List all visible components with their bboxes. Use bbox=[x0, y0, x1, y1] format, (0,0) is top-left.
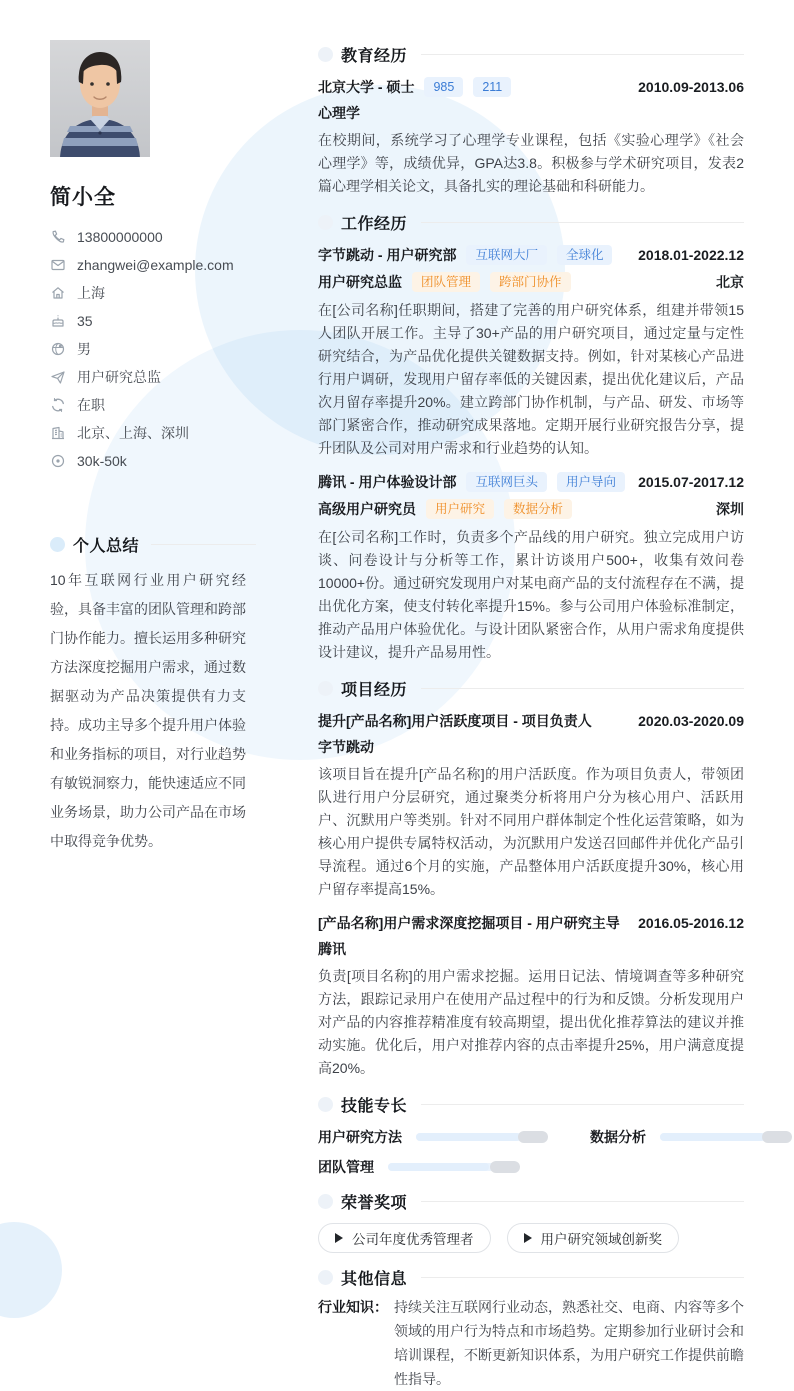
project-description: 该项目旨在提升[产品名称]的用户活跃度。作为项目负责人，带领团队进行用户分层研究，通过聚类分析将用户分为核心用户、活跃用户、沉默用户等类别。针对不同用户群体制定个性化运营策略，如为核心用户提供专属特权活动，为沉默用户发送召回邮件并优化产品引导流程。通过6个月的实施，产品整体用户活跃度提升30%，核心用户留存率提高15%。 bbox=[318, 766, 744, 897]
work-city: 深圳 bbox=[716, 501, 744, 517]
phone-icon bbox=[50, 229, 66, 245]
skill-bar-fill bbox=[388, 1163, 489, 1171]
work-section-header bbox=[318, 211, 744, 233]
education-section-header bbox=[318, 43, 744, 65]
section-divider bbox=[151, 544, 256, 545]
skill-bar-fill bbox=[660, 1133, 764, 1141]
position-title: 用户研究总监 bbox=[318, 274, 402, 290]
status-icon bbox=[50, 397, 66, 413]
honor-label: 公司年度优秀管理者 bbox=[352, 1232, 474, 1247]
other-info-section-header bbox=[318, 1266, 744, 1288]
education-date: 2010.09-2013.06 bbox=[638, 79, 744, 95]
skill-name: 团队管理 bbox=[318, 1159, 374, 1175]
projects-section-title: 项目经历 bbox=[341, 681, 408, 699]
contact-gender bbox=[50, 339, 256, 359]
contact-city bbox=[50, 283, 256, 303]
work-date: 2018.01-2022.12 bbox=[638, 247, 744, 263]
company-department: 腾讯 - 用户体验设计部 bbox=[318, 474, 457, 490]
education-section bbox=[318, 43, 744, 198]
contact-age bbox=[50, 311, 256, 331]
section-divider bbox=[421, 222, 744, 223]
contact-status-value: 在职 bbox=[77, 397, 105, 413]
project-company: 腾讯 bbox=[318, 941, 346, 957]
work-entry bbox=[318, 471, 744, 664]
contact-title bbox=[50, 367, 256, 387]
project-name-role: [产品名称]用户需求深度挖掘项目 - 用户研究主导 bbox=[318, 915, 620, 931]
work-section bbox=[318, 211, 744, 664]
resume-main bbox=[318, 36, 744, 1391]
company-tag: 全球化 bbox=[557, 245, 613, 265]
section-dot-icon bbox=[318, 681, 333, 696]
project-entry bbox=[318, 710, 744, 901]
skill-bar bbox=[416, 1133, 546, 1141]
skill-name: 数据分析 bbox=[590, 1129, 646, 1145]
project-company: 字节跳动 bbox=[318, 739, 374, 755]
school-degree: 北京大学 - 硕士 bbox=[318, 79, 415, 95]
skills-section bbox=[318, 1093, 744, 1177]
profile-photo bbox=[50, 40, 150, 157]
project-entry bbox=[318, 912, 744, 1080]
section-divider bbox=[421, 1201, 744, 1202]
contact-intent-cities bbox=[50, 423, 256, 443]
honors-section-header bbox=[318, 1190, 744, 1212]
summary-text: 10年互联网行业用户研究经验，具备丰富的团队管理和跨部门协作能力。擅长运用多种研究方法深度挖掘用户需求，通过数据驱动为产品决策提供有力支持。成功主导多个提升用户体验和业务指标的项目，对行业趋势有敏锐洞察力，能快速适应不同业务场景，助力公司产品在市场中取得竞争优势。 bbox=[50, 572, 246, 849]
projects-section bbox=[318, 677, 744, 1080]
contact-list bbox=[50, 227, 256, 471]
mail-icon bbox=[50, 257, 66, 273]
section-dot-icon bbox=[318, 215, 333, 230]
salary-icon bbox=[50, 453, 66, 469]
contact-title-value: 用户研究总监 bbox=[77, 369, 161, 385]
contact-status bbox=[50, 395, 256, 415]
work-position-row bbox=[318, 498, 744, 520]
gender-icon bbox=[50, 341, 66, 357]
projects-section-header bbox=[318, 677, 744, 699]
skill-item bbox=[318, 1157, 590, 1177]
summary-section-title: 个人总结 bbox=[73, 537, 140, 555]
contact-age-value: 35 bbox=[77, 313, 93, 329]
honors-section-title: 荣誉奖项 bbox=[341, 1194, 408, 1212]
school-tag: 211 bbox=[473, 77, 511, 97]
work-section-title: 工作经历 bbox=[341, 215, 408, 233]
other-info-label: 行业知识： bbox=[318, 1299, 388, 1315]
section-divider bbox=[421, 688, 744, 689]
position-tag: 团队管理 bbox=[412, 272, 480, 292]
honor-list bbox=[318, 1223, 744, 1253]
section-dot-icon bbox=[318, 1097, 333, 1112]
section-dot-icon bbox=[318, 1194, 333, 1209]
section-divider bbox=[421, 1277, 744, 1278]
position-tag: 跨部门协作 bbox=[490, 272, 571, 292]
skill-item bbox=[590, 1127, 790, 1147]
skill-name: 用户研究方法 bbox=[318, 1129, 402, 1145]
project-date: 2020.03-2020.09 bbox=[638, 713, 744, 729]
school-tag: 985 bbox=[424, 77, 463, 97]
project-name-role: 提升[产品名称]用户活跃度项目 - 项目负责人 bbox=[318, 713, 592, 729]
contact-phone-value: 13800000000 bbox=[77, 229, 163, 245]
skill-bar-fill bbox=[416, 1133, 520, 1141]
position-tag: 用户研究 bbox=[426, 499, 494, 519]
other-info-text: 持续关注互联网行业动态，熟悉社交、电商、内容等多个领域的用户行为特点和市场趋势。定期参加行业研讨会和培训课程，不断更新知识体系，为用户研究工作提供前瞻性指导。 bbox=[394, 1299, 744, 1387]
skill-item bbox=[318, 1127, 590, 1147]
education-description: 在校期间，系统学习了心理学专业课程，包括《实验心理学》《社会心理学》等，成绩优异，GPA达3.8。积极参与学术研究项目，发表2篇心理学相关论文，具备扎实的理论基础和科研能力。 bbox=[318, 132, 744, 194]
contact-city-value: 上海 bbox=[77, 285, 105, 301]
work-city: 北京 bbox=[716, 274, 744, 290]
position-title: 高级用户研究员 bbox=[318, 501, 416, 517]
skill-bar-thumb bbox=[518, 1131, 548, 1143]
skill-bar bbox=[660, 1133, 790, 1141]
section-dot-icon bbox=[50, 537, 65, 552]
section-divider bbox=[421, 54, 744, 55]
sidebar bbox=[50, 40, 256, 856]
work-description: 在[公司名称]工作时，负责多个产品线的用户研究。独立完成用户访谈、问卷设计与分析等工作，累计访谈用户500+，收集有效问卷10000+份。通过研究发现用户对某电商产品的支付流程存在不满，提出优化方案，使支付转化率提升15%。参与公司用户体验标准制定，推动产品用户体验优化。与设计团队紧密合作，从用户需求角度提供设计建议，提升产品易用性。 bbox=[318, 529, 744, 660]
honors-section bbox=[318, 1190, 744, 1253]
contact-salary-value: 30k-50k bbox=[77, 453, 127, 469]
skill-bar-thumb bbox=[490, 1161, 520, 1173]
skill-bar-thumb bbox=[762, 1131, 792, 1143]
work-entry-header bbox=[318, 244, 744, 266]
profile-photo-illustration bbox=[50, 40, 150, 157]
project-entry-header bbox=[318, 912, 744, 934]
project-date: 2016.05-2016.12 bbox=[638, 915, 744, 931]
building-icon bbox=[50, 425, 66, 441]
work-entry-header bbox=[318, 471, 744, 493]
education-entry-header bbox=[318, 76, 744, 98]
company-tag: 用户导向 bbox=[557, 472, 625, 492]
age-icon bbox=[50, 313, 66, 329]
honor-badge[interactable] bbox=[318, 1223, 491, 1253]
project-description: 负责[项目名称]的用户需求挖掘。运用日记法、情境调查等多种研究方法，跟踪记录用户在使用产品过程中的行为和反馈。分析发现用户对产品的内容推荐精准度有较高期望，提出优化推荐算法的建议并推动实施。优化后，用户对推荐内容的点击率提升25%，用户满意度提高20%。 bbox=[318, 968, 744, 1076]
skills-section-title: 技能专长 bbox=[341, 1097, 408, 1115]
other-info-section bbox=[318, 1266, 744, 1391]
work-description: 在[公司名称]任职期间，搭建了完善的用户研究体系，组建并带领15人团队开展工作。主导了30+产品的用户研究项目，通过定量与定性研究结合，为产品优化提供关键数据支持。例如，针对某核心产品进行用户调研，发现用户留存率低的关键因素，提出优化建议后，产品次月留存率提升20%。建立跨部门协作机制，与产品、研发、市场等部门紧密合作，推动研究成果落地。定期开展行业研究报告分享，提升团队及公司对用户需求和行业趋势的认知。 bbox=[318, 302, 744, 456]
play-icon bbox=[524, 1233, 532, 1243]
work-position-row bbox=[318, 271, 744, 293]
honor-label: 用户研究领域创新奖 bbox=[540, 1232, 662, 1247]
skill-bar bbox=[388, 1163, 518, 1171]
other-info-section-title: 其他信息 bbox=[341, 1270, 408, 1288]
honor-badge[interactable] bbox=[507, 1223, 680, 1253]
contact-salary bbox=[50, 451, 256, 471]
position-tag: 数据分析 bbox=[504, 499, 572, 519]
candidate-name: 简小全 bbox=[50, 186, 116, 209]
summary-section-header bbox=[50, 533, 256, 555]
company-department: 字节跳动 - 用户研究部 bbox=[318, 247, 457, 263]
company-tag: 互联网巨头 bbox=[466, 472, 547, 492]
skill-list bbox=[318, 1127, 744, 1177]
major: 心理学 bbox=[318, 105, 360, 121]
contact-gender-value: 男 bbox=[77, 341, 91, 357]
education-section-title: 教育经历 bbox=[341, 47, 408, 65]
skills-section-header bbox=[318, 1093, 744, 1115]
home-icon bbox=[50, 285, 66, 301]
contact-email bbox=[50, 255, 256, 275]
section-dot-icon bbox=[318, 47, 333, 62]
work-date: 2015.07-2017.12 bbox=[638, 474, 744, 490]
company-tag: 互联网大厂 bbox=[466, 245, 547, 265]
section-divider bbox=[421, 1104, 744, 1105]
other-info-row bbox=[318, 1295, 744, 1391]
contact-phone bbox=[50, 227, 256, 247]
play-icon bbox=[335, 1233, 343, 1243]
project-entry-header bbox=[318, 710, 744, 732]
decor-circle-bottom-left bbox=[0, 1222, 62, 1318]
contact-intent-cities-value: 北京、上海、深圳 bbox=[77, 425, 189, 441]
work-entry bbox=[318, 244, 744, 460]
section-dot-icon bbox=[318, 1270, 333, 1285]
send-icon bbox=[50, 369, 66, 385]
contact-email-value: zhangwei@example.com bbox=[77, 257, 234, 273]
